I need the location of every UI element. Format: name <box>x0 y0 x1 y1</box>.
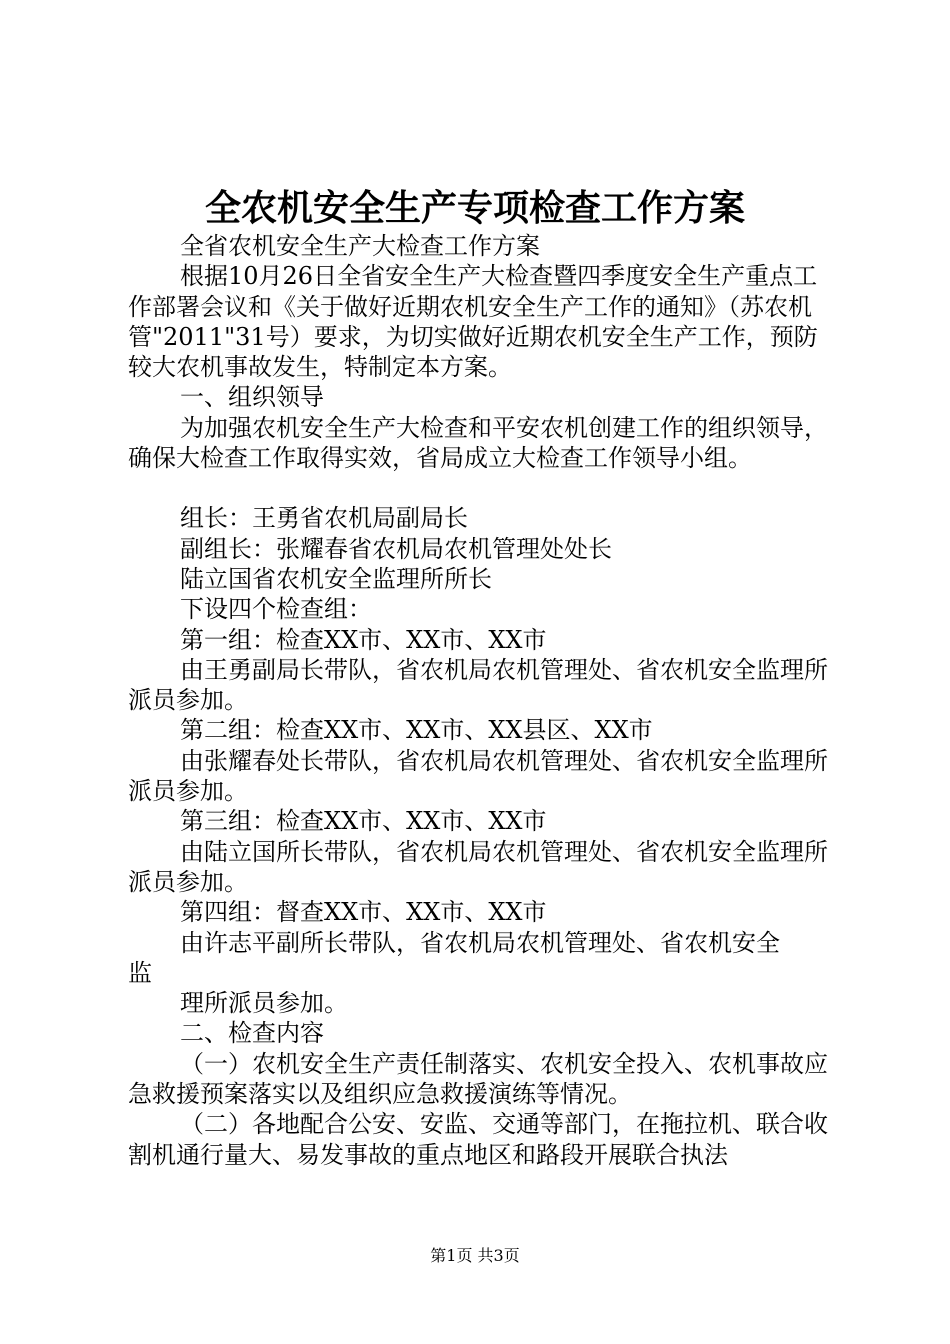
group-4-detail-end: 理所派员参加。 <box>180 989 348 1018</box>
deputy-leader-line: 副组长：张耀春省农机局农机管理处处长 <box>180 534 612 563</box>
group-4-detail-wrap: 监 <box>128 958 152 987</box>
leader-line: 组长：王勇省农机局副局长 <box>180 504 468 533</box>
group-1-detail: 由王勇副局长带队，省农机局农机管理处、省农机安全监理所派员参加。 <box>128 655 828 715</box>
blank-line <box>128 473 838 503</box>
organization-paragraph: 为加强农机安全生产大检查和平安农机创建工作的组织领导，确保大检查工作取得实效，省局成立大检查工作领导小组。 <box>128 413 828 473</box>
subtitle-paragraph: 全省农机安全生产大检查工作方案 <box>180 232 540 260</box>
group-3-detail: 由陆立国所长带队，省农机局农机管理处、省农机安全监理所派员参加。 <box>128 837 828 896</box>
content-item-1: （一）农机安全生产责任制落实、农机安全投入、农机事故应急救援预案落实以及组织应急救援演练等情况。 <box>128 1049 828 1109</box>
group-4-detail: 由许志平副所长带队，省农机局农机管理处、省农机安全 <box>180 928 780 957</box>
document-title: 全农机安全生产专项检查工作方案 <box>204 187 745 229</box>
group-3-line: 第三组：检查XX市、XX市、XX市 <box>180 807 547 836</box>
intro-paragraph: 根据10月26日全省安全生产大检查暨四季度安全生产重点工作部署会议和《关于做好近期农机安全生产工作的通知》（苏农机管"2011"31号）要求，为切实做好近期农机安全生产工作，预防较大农机事故发生，特制定本方案。 <box>128 262 818 382</box>
group-4-line: 第四组：督查XX市、XX市、XX市 <box>180 898 547 927</box>
group-1-line: 第一组：检查XX市、XX市、XX市 <box>180 625 547 654</box>
group-2-detail: 由张耀春处长带队，省农机局农机管理处、省农机安全监理所派员参加。 <box>128 746 828 806</box>
section-heading-organization: 一、组织领导 <box>180 383 324 412</box>
content-item-2: （二）各地配合公安、安监、交通等部门，在拖拉机、联合收割机通行量大、易发事故的重点地区和路段开展联合执法 <box>128 1110 828 1169</box>
groups-intro-line: 下设四个检查组： <box>180 595 372 624</box>
document-body <box>128 231 838 1170</box>
group-2-line: 第二组：检查XX市、XX市、XX县区、XX市 <box>180 716 653 745</box>
deputy-leader-line-2: 陆立国省农机安全监理所所长 <box>180 564 492 593</box>
page-footer: 第1页 共3页 <box>430 1246 520 1265</box>
section-heading-content: 二、检查内容 <box>180 1019 324 1048</box>
